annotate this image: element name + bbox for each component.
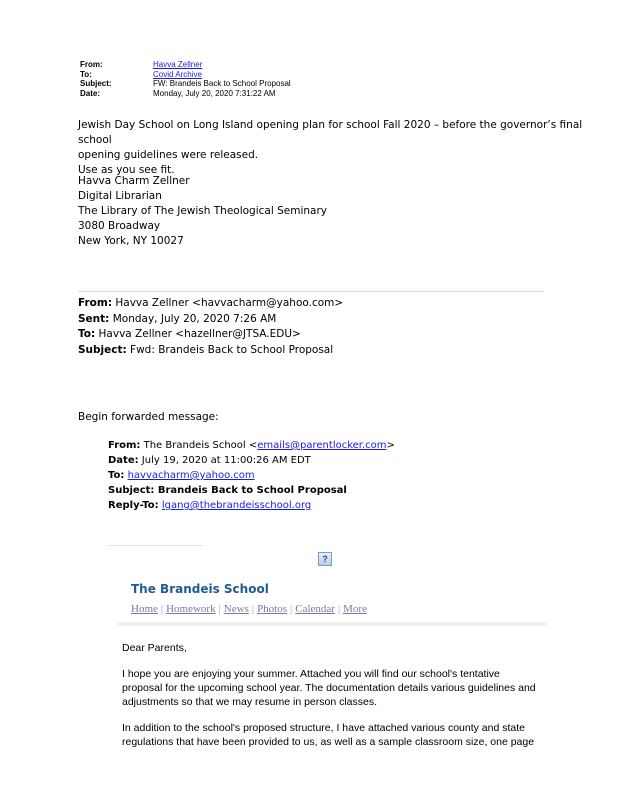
forward-header-1: [78, 296, 343, 358]
intro-line-3: Use as you see fit.: [78, 164, 175, 176]
nav-separator: |: [218, 603, 221, 615]
school-name: The Brandeis School: [131, 582, 269, 596]
fw2-from-close: >: [386, 440, 395, 451]
header-to-label: To:: [80, 69, 92, 79]
letter-p1-line-2: proposal for the upcoming school year. The documentation details various guidelines and: [122, 682, 536, 694]
signature-city: New York, NY 10027: [78, 235, 184, 247]
letter-p2-line-1: In addition to the school's proposed structure, I have attached various county and state: [122, 722, 526, 734]
nav-calendar-link[interactable]: Calendar: [295, 603, 335, 615]
fw2-from-row: [108, 438, 395, 453]
fw2-to-label: To:: [108, 470, 125, 481]
begin-forwarded-label: Begin forwarded message:: [78, 411, 219, 423]
header-date-value: Monday, July 20, 2020 7:31:22 AM: [153, 88, 276, 98]
fw2-from-email-link[interactable]: emails@parentlocker.com: [257, 440, 387, 451]
intro-paragraph: [78, 118, 618, 178]
fw2-subject: Subject: Brandeis Back to School Proposal: [108, 485, 347, 496]
intro-line-2: opening guidelines were released.: [78, 149, 259, 161]
fw2-replyto-label: Reply-To:: [108, 500, 159, 511]
fw1-to-value: Havva Zellner <hazellner@JTSA.EDU>: [95, 328, 301, 340]
fw1-subject-row: [78, 343, 343, 359]
signature-name: Havva Charm Zellner: [78, 175, 190, 187]
nav-separator: |: [337, 603, 341, 615]
fw2-from-label: From:: [108, 440, 141, 451]
divider-short: [108, 545, 203, 546]
fw2-from-name: The Brandeis School <: [140, 440, 258, 451]
header-date-label: Date:: [80, 88, 101, 98]
letter-p1-line-1: I hope you are enjoying your summer. Attached you will find our school's tentative: [122, 668, 500, 680]
signature-org: The Library of The Jewish Theological Seminary: [78, 205, 327, 217]
nav-separator: |: [290, 603, 293, 615]
nav-photos-link[interactable]: Photos: [257, 603, 288, 615]
fw1-sent-value: Monday, July 20, 2020 7:26 AM: [109, 312, 277, 325]
fw2-date-label: Date:: [108, 455, 139, 466]
signature-title: Digital Librarian: [78, 190, 162, 202]
letter-p2-line-2: regulations that have been provided to us, as well as a sample classroom size, one page: [122, 736, 535, 748]
header-subject-label: Subject:: [80, 79, 112, 89]
letter-paragraph-2: [122, 721, 552, 749]
fw1-subject-value: Fwd: Brandeis Back to School Proposal: [126, 343, 334, 356]
nav-separator: |: [160, 603, 164, 615]
fw2-to-row: [108, 468, 395, 483]
header-to-link[interactable]: Covid Archive: [153, 69, 202, 79]
fw1-from-value: Havva Zellner <havvacharm@yahoo.com>: [112, 297, 344, 309]
divider: [78, 291, 544, 292]
fw1-from-row: [78, 296, 343, 312]
fw2-replyto-email-link[interactable]: lgang@thebrandeisschool.org: [161, 500, 312, 511]
fw1-sent-row: [78, 312, 343, 328]
nav-more-link[interactable]: More: [343, 603, 367, 615]
header-from-label: From:: [80, 60, 103, 69]
intro-line-1: Jewish Day School on Long Island opening plan for school Fall 2020 – before the governor’s final school: [78, 119, 583, 146]
letter-p1-line-3: adjustments so that we may resume in person classes.: [122, 696, 378, 708]
nav-home-link[interactable]: Home: [131, 603, 158, 615]
nav-news-link[interactable]: News: [223, 603, 249, 615]
fw1-subject-label: Subject:: [78, 343, 127, 356]
header-from-link[interactable]: Havva Zellner: [153, 60, 203, 69]
header-from-row: [80, 60, 291, 70]
fw2-to-email-link[interactable]: havvacharm@yahoo.com: [127, 470, 255, 481]
fw2-subject-row: [108, 483, 395, 498]
email-header: [80, 60, 291, 98]
forward-header-2: [108, 438, 395, 513]
nav-divider: [118, 622, 546, 626]
nav-homework-link[interactable]: Homework: [166, 603, 216, 615]
header-date-row: [80, 89, 291, 99]
signature-block: [78, 174, 327, 249]
fw1-to-label: To:: [78, 328, 96, 340]
missing-image-icon: ?: [318, 552, 332, 566]
signature-street: 3080 Broadway: [78, 220, 161, 232]
nav-separator: |: [251, 603, 255, 615]
letter-greeting: Dear Parents,: [122, 642, 187, 654]
header-subject-row: [80, 79, 291, 89]
header-subject-value: FW: Brandeis Back to School Proposal: [153, 79, 291, 89]
fw2-replyto-row: [108, 498, 395, 513]
fw1-sent-label: Sent:: [78, 312, 110, 325]
fw1-from-label: From:: [78, 297, 113, 309]
header-to-row: [80, 70, 291, 80]
school-nav: [131, 603, 367, 615]
fw2-date-value: July 19, 2020 at 11:00:26 AM EDT: [138, 455, 311, 466]
fw2-date-row: [108, 453, 395, 468]
letter-paragraph-1: [122, 667, 552, 709]
fw1-to-row: [78, 327, 343, 343]
